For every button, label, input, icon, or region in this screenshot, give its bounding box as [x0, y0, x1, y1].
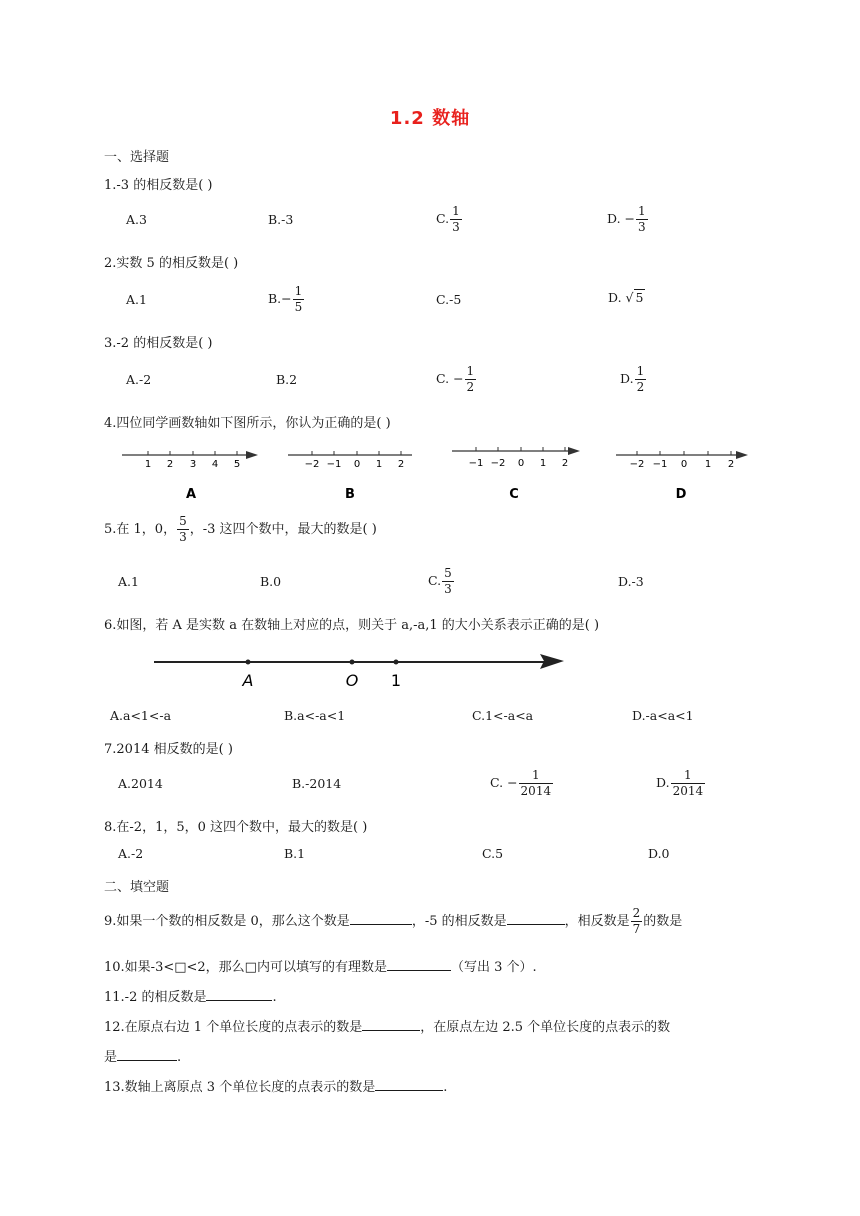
q1-option-b: B.-3 [268, 212, 294, 227]
point-1-label: 1 [390, 671, 402, 690]
question-1: 1.-3 的相反数是( ) [104, 178, 213, 193]
q7-option-a: A.2014 [118, 776, 163, 791]
axis-d-tick: −1 [652, 459, 668, 470]
q7-option-c: C. − $\frac{1}{2014}$ [490, 768, 552, 798]
q8-option-b: B.1 [284, 846, 306, 861]
axis-c-tick: 1 [539, 458, 547, 469]
blank-field[interactable] [350, 911, 412, 925]
q7-option-b: B.-2014 [292, 776, 342, 791]
number-line-d [612, 442, 752, 504]
axis-a-label: A [185, 487, 197, 502]
q6-option-d: D.-a<a<1 [632, 708, 694, 723]
blank-field[interactable] [507, 911, 565, 925]
number-line-c [448, 442, 584, 504]
q8-option-c: C.5 [482, 846, 504, 861]
blank-field[interactable] [362, 1017, 420, 1031]
section-heading-fill: 二、填空题 [104, 880, 170, 895]
point-a-label: A [242, 671, 254, 690]
axis-c-tick: −2 [490, 458, 506, 469]
q1-option-a: A.3 [126, 212, 147, 227]
page-title: 1.2 数轴 [389, 108, 471, 129]
axis-b-tick: 0 [353, 459, 361, 470]
q8-option-a: A.-2 [118, 846, 144, 861]
q6-option-b: B.a<-a<1 [284, 708, 346, 723]
blank-field[interactable] [375, 1077, 443, 1091]
number-line-a [118, 442, 260, 504]
axis-c-tick: 0 [517, 458, 525, 469]
q6-option-c: C.1<-a<a [472, 708, 534, 723]
question-9: 9.如果一个数的相反数是 0，那么这个数是 ，-5 的相反数是 ，相反数是 $\frac{2}{7}$ 的数是 [104, 906, 683, 936]
axis-d-tick: −2 [629, 459, 645, 470]
point-o-dot [350, 660, 355, 665]
q2-option-a: A.1 [126, 292, 147, 307]
question-2: 2.实数 5 的相反数是( ) [104, 256, 239, 271]
q3-option-b: B.2 [276, 372, 298, 387]
q3-option-c: C. − $\frac{1}{2}$ [436, 364, 475, 394]
question-10: 10.如果-3<□<2，那么□内可以填写的有理数是 （写出 3 个）. [104, 956, 537, 975]
question-12-cont: 是 . [104, 1046, 181, 1065]
blank-field[interactable] [117, 1047, 177, 1061]
question-7: 7.2014 相反数的是( ) [104, 742, 233, 757]
axis-a-tick: 3 [189, 459, 197, 470]
axis-d-label: D [675, 487, 687, 502]
q2-option-d: D. √ 5 [608, 290, 644, 305]
number-line-b [284, 442, 416, 504]
blank-field[interactable] [387, 957, 451, 971]
q2-option-b: B.− $\frac{1}{5}$ [268, 284, 303, 314]
section-heading-choice: 一、选择题 [104, 150, 170, 165]
question-13: 13.数轴上离原点 3 个单位长度的点表示的数是 . [104, 1076, 447, 1095]
q6-option-a: A.a<1<-a [110, 708, 172, 723]
point-1-dot [394, 660, 399, 665]
q3-option-d: D. $\frac{1}{2}$ [620, 364, 645, 394]
axis-a-tick: 4 [211, 459, 219, 470]
axis-a-tick: 5 [233, 459, 241, 470]
q5-option-d: D.-3 [618, 574, 644, 589]
question-3: 3.-2 的相反数是( ) [104, 336, 213, 351]
q8-option-d: D.0 [648, 846, 670, 861]
axis-c-tick: 2 [561, 458, 569, 469]
axis-d-tick: 1 [704, 459, 712, 470]
q5-option-b: B.0 [260, 574, 282, 589]
axis-c-label: C [509, 487, 519, 502]
q1-option-d: D. − $\frac{1}{3}$ [607, 204, 646, 234]
axis-b-tick: −1 [326, 459, 342, 470]
q7-option-d: D. $\frac{1}{2014}$ [656, 768, 704, 798]
q2-option-c: C.-5 [436, 292, 462, 307]
axis-b-tick: −2 [304, 459, 320, 470]
number-line-figure [150, 648, 570, 692]
q5-option-c: C. $\frac{5}{3}$ [428, 566, 452, 596]
axis-b-label: B [345, 487, 355, 502]
axis-b-tick: 2 [397, 459, 405, 470]
axis-d-tick: 2 [727, 459, 735, 470]
q1-option-c: C. $\frac{1}{3}$ [436, 204, 460, 234]
blank-field[interactable] [206, 987, 272, 1001]
question-8: 8.在-2，1，5，0 这四个数中，最大的数是( ) [104, 820, 368, 835]
question-6: 6.如图，若 A 是实数 a 在数轴上对应的点，则关于 a,-a,1 的大小关系表示正确的是( ) [104, 618, 600, 633]
question-12: 12.在原点右边 1 个单位长度的点表示的数是 ，在原点左边 2.5 个单位长度的点表示的数 [104, 1016, 670, 1035]
q3-option-a: A.-2 [126, 372, 152, 387]
question-11: 11.-2 的相反数是 . [104, 986, 277, 1005]
axis-a-tick: 2 [166, 459, 174, 470]
axis-a-tick: 1 [144, 459, 152, 470]
question-5: 5.在 1，0， $\frac{5}{3}$ ，-3 这四个数中，最大的数是( ) [104, 514, 377, 544]
axis-d-tick: 0 [680, 459, 688, 470]
question-4: 4.四位同学画数轴如下图所示，你认为正确的是( ) [104, 416, 391, 431]
axis-b-tick: 1 [375, 459, 383, 470]
q5-option-a: A.1 [118, 574, 139, 589]
point-a-dot [246, 660, 251, 665]
point-o-label: O [345, 671, 359, 690]
axis-c-tick: −1 [468, 458, 484, 469]
